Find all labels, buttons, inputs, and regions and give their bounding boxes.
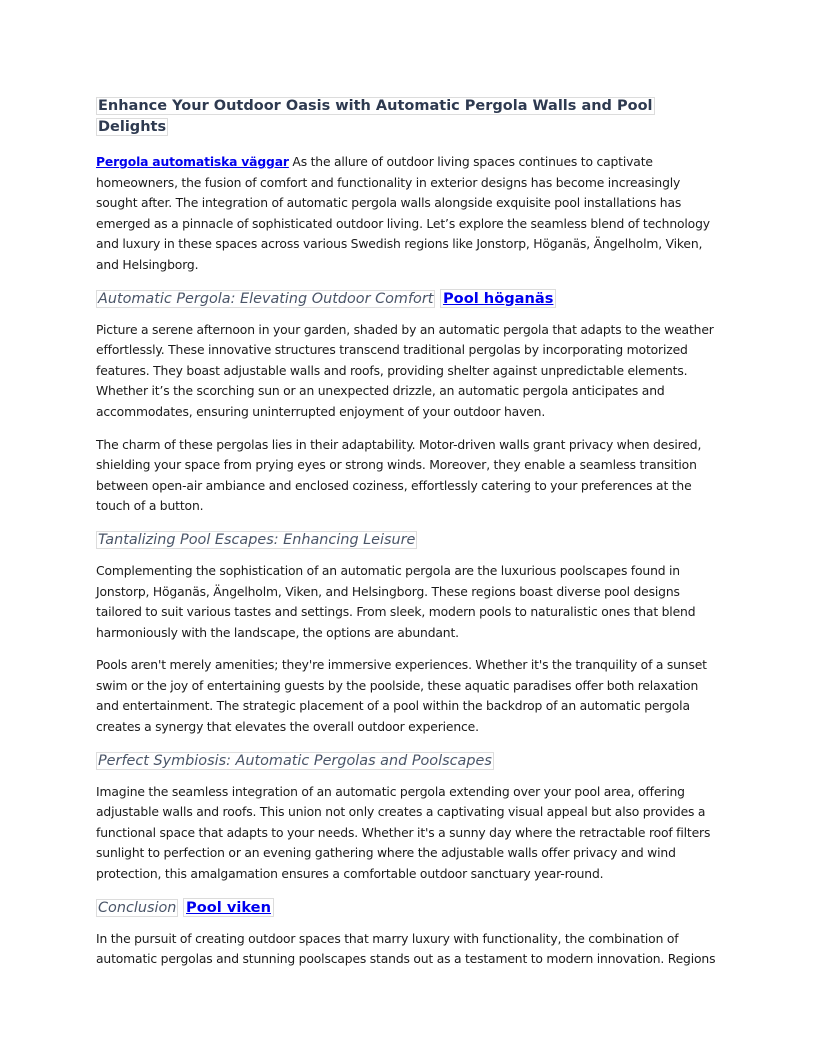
pool-viken-link[interactable]: Pool viken: [183, 898, 274, 917]
section-heading-pool-escapes: [96, 529, 720, 551]
paragraph: Imagine the seamless integration of an automatic pergola extending over your pool area, offering adjustable walls and roofs. This union not only creates a captivating visual appeal but also provides a functional space that adapts to your needs. Whether it's a sunny day where the retractable roof filters sunlight to perfection or an evening gathering where the adjustable walls offer privacy and wind protection, this amalgamation ensures a comfortable outdoor sanctuary year-round.: [96, 784, 711, 882]
pergola-automatiska-vaggar-link[interactable]: Pergola automatiska väggar: [96, 155, 289, 169]
paragraph: Pools aren't merely amenities; they're immersive experiences. Whether it's the tranquility of a sunset swim or the joy of entertaining guests by the poolside, these aquatic paradises offer both relaxation and entertainment. The strategic placement of a pool within the backdrop of an automatic pergola creates a synergy that elevates the overall outdoor experience.: [96, 658, 707, 735]
pool-hoganas-link[interactable]: Pool höganäs: [440, 289, 556, 308]
section-heading-automatic-pergola: [96, 288, 720, 310]
paragraph: Picture a serene afternoon in your garden, shaded by an automatic pergola that adapts to the weather effortlessly. These innovative structures transcend traditional pergolas by incorporating motorized features. They boast adjustable walls and roofs, providing shelter against unpredictable elements. Whether it’s the scorching sun or an unexpected drizzle, an automatic pergola anticipates and accommodates, ensuring uninterrupted enjoyment of your outdoor haven.: [96, 322, 714, 419]
paragraph: The charm of these pergolas lies in their adaptability. Motor-driven walls grant privacy when desired, shielding your space from prying eyes or strong winds. Moreover, they enable a seamless transition between open-air ambiance and enclosed coziness, effortlessly catering to your preferences at the touch of a button.: [96, 437, 702, 514]
page-title-text: Enhance Your Outdoor Oasis with Automatic Pergola Walls and Pool Delights: [98, 98, 653, 135]
section-heading-text: Automatic Pergola: Elevating Outdoor Comfort: [98, 290, 434, 307]
section-heading-text: Tantalizing Pool Escapes: Enhancing Leisure: [98, 531, 416, 548]
intro-text: As the allure of outdoor living spaces continues to captivate homeowners, the fusion of comfort and functionality in exterior designs has become increasingly sought after. The integration of automatic pergola walls alongside exquisite pool installations has emerged as a pinnacle of sophisticated outdoor living. Let’s explore the seamless blend of technology and luxury in these spaces across various Swedish regions like Jonstorp, Höganäs, Ängelholm, Viken, and Helsingborg.: [96, 155, 710, 272]
intro-paragraph: [96, 152, 720, 276]
section-heading-perfect-symbiosis: [96, 750, 720, 772]
paragraph: Complementing the sophistication of an automatic pergola are the luxurious poolscapes found in Jonstorp, Höganäs, Ängelholm, Viken, and Helsingborg. These regions boast diverse pool designs tailored to suit various tastes and settings. From sleek, modern pools to naturalistic ones that blend harmoniously with the landscape, the options are abundant.: [96, 563, 696, 640]
paragraph: In the pursuit of creating outdoor spaces that marry luxury with functionality, the combination of automatic pergolas and stunning poolscapes stands out as a testament to modern innovation. Regions: [96, 931, 716, 967]
section-heading-conclusion: [96, 897, 720, 919]
section-heading-text: Perfect Symbiosis: Automatic Pergolas and Poolscapes: [98, 752, 492, 769]
page-title: [96, 96, 668, 138]
section-heading-text: Conclusion: [98, 899, 177, 916]
